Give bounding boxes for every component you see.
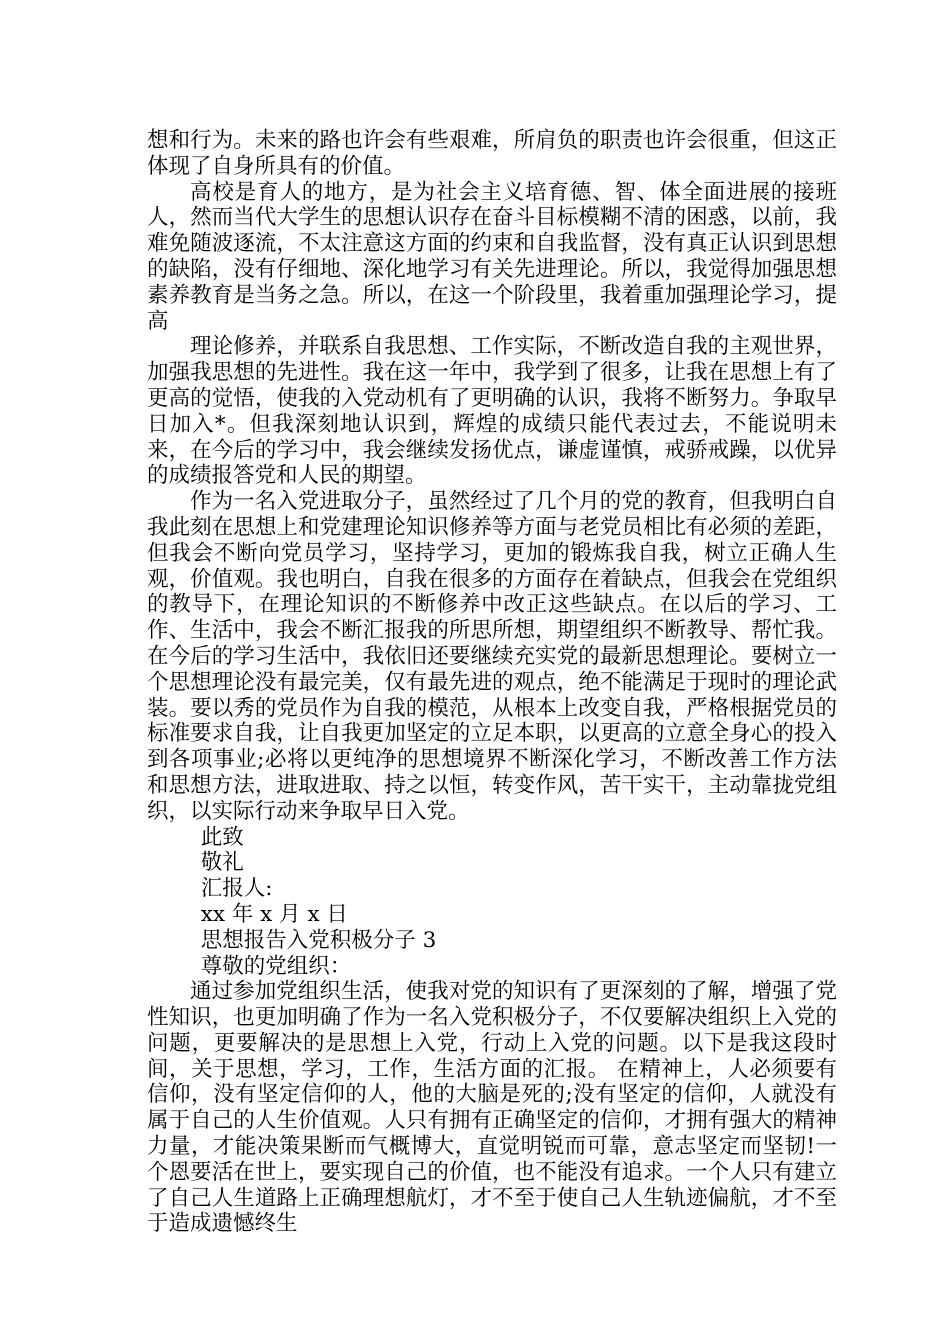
closing-line-1: 此致: [200, 824, 244, 850]
report-date: xx 年 x 月 x 日: [200, 901, 348, 927]
section-title: 思想报告入党积极分子 3: [200, 927, 437, 953]
paragraph-theory: 理论修养，并联系自我思想、工作实际，不断改造自我的主观世界，加强我思想的先进性。我在这一年中，我学到了很多，让我在思想上有了更高的觉悟，使我的入党动机有了更明确的认识，我将不断努力。争取早日加入*。但我深刻地认识到，辉煌的成绩只能代表过去，不能说明未来，在今后的学习中，我会继续发扬优点，谦虚谨慎，戒骄戒躁，以优异的成绩报答党和人民的期望。: [147, 334, 837, 489]
reporter-label: 汇报人:: [200, 876, 273, 902]
paragraph-commitment: 作为一名入党进取分子，虽然经过了几个月的党的教育，但我明白自我此刻在思想上和党建理论知识修养等方面与老党员相比有必须的差距，但我会不断向党员学习，坚持学习，更加的锻炼我自我，树立正确人生观，价值观。我也明白，自我在很多的方面存在着缺点，但我会在党组织的教导下，在理论知识的不断修养中改正这些缺点。在以后的学习、工作、生活中，我会不断汇报我的所思所想，期望组织不断教导、帮忙我。在今后的学习生活中，我依旧还要继续充实党的最新思想理论。要树立一个思想理论没有最完美，仅有最先进的观点，绝不能满足于现时的理论武装。要以秀的党员作为自我的模范，从根本上改变自我，严格根据党员的标准要求自我，让自我更加坚定的立足本职，以更高的立意全身心的投入到各项事业;必将以更纯净的思想境界不断深化学习，不断改善工作方法和思想方法，进取进取、持之以恒，转变作风，苦干实干，主动靠拢党组织，以实际行动来争取早日入党。: [147, 489, 837, 824]
paragraph-education: 高校是育人的地方，是为社会主义培育德、智、体全面进展的接班人，然而当代大学生的思想认识存在奋斗目标模糊不清的困惑，以前，我难免随波逐流，不太注意这方面的约束和自我监督，没有真正认识到思想的缺陷，没有仔细地、深化地学习有关先进理论。所以，我觉得加强思想素养教育是当务之急。所以，在这一个阶段里，我着重加强理论学习，提高: [147, 179, 837, 334]
document-body: [147, 128, 837, 1237]
salutation: 尊敬的党组织：: [200, 953, 352, 979]
paragraph-continuation: 想和行为。未来的路也许会有些艰难，所肩负的职责也许会很重，但这正体现了自身所具有的价值。: [147, 128, 837, 179]
paragraph-report: 通过参加党组织生活，使我对党的知识有了更深刻的了解，增强了党性知识，也更加明确了作为一名入党积极分子，不仅要解决组织上入党的问题，更要解决的是思想上入党，行动上入党的问题。以下是我这段时间，关于思想，学习，工作，生活方面的汇报。 在精神上，人必须要有信仰，没有坚定信仰的人，他的大脑是死的;没有坚定的信仰，人就没有属于自己的人生价值观。人只有拥有正确坚定的信仰，才拥有强大的精神力量，才能决策果断而气概博大，直觉明锐而可靠，意志坚定而坚韧!一个恩要活在世上，要实现自己的价值，也不能没有追求。一个人只有建立了自己人生道路上正确理想航灯，才不至于使自己人生轨迹偏航，才不至于造成遗憾终生: [147, 979, 837, 1237]
closing-line-2: 敬礼: [200, 850, 244, 876]
